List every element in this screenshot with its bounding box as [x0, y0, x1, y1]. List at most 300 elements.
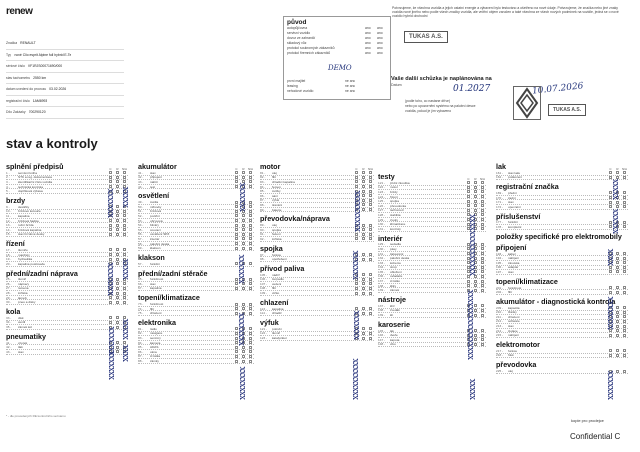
check-cell[interactable]	[465, 186, 472, 189]
checkbox[interactable]	[481, 243, 484, 246]
checkbox[interactable]	[369, 233, 372, 236]
check-cell[interactable]	[367, 282, 374, 285]
check-cell[interactable]	[121, 282, 128, 285]
checkbox[interactable]	[623, 349, 626, 352]
check-cell[interactable]	[367, 258, 374, 261]
checkbox[interactable]	[242, 219, 245, 222]
checkbox[interactable]	[235, 176, 238, 179]
checkbox[interactable]	[116, 282, 119, 285]
check-cell[interactable]	[240, 355, 247, 358]
check-cell[interactable]	[367, 208, 374, 211]
check-cell[interactable]	[107, 301, 114, 304]
check-cell[interactable]	[621, 221, 628, 224]
checkbox[interactable]	[355, 237, 358, 240]
checkbox[interactable]	[362, 327, 365, 330]
check-cell[interactable]	[353, 282, 360, 285]
checkbox[interactable]	[623, 370, 626, 373]
checkbox[interactable]	[369, 176, 372, 179]
checkbox[interactable]	[481, 186, 484, 189]
check-cell[interactable]	[479, 218, 486, 221]
check-cell[interactable]	[607, 266, 614, 269]
checkbox[interactable]	[481, 266, 484, 269]
check-cell[interactable]	[240, 242, 247, 245]
checkbox[interactable]	[623, 201, 626, 204]
check-cell[interactable]	[121, 248, 128, 251]
checkbox[interactable]	[362, 171, 365, 174]
checkbox[interactable]	[474, 181, 477, 184]
checkbox[interactable]	[369, 208, 372, 211]
check-cell[interactable]	[233, 346, 240, 349]
check-cell[interactable]	[367, 278, 374, 281]
checkbox[interactable]	[249, 360, 252, 363]
check-cell[interactable]	[479, 190, 486, 193]
checkbox[interactable]	[623, 257, 626, 260]
checkbox[interactable]	[116, 248, 119, 251]
checkbox[interactable]	[123, 248, 126, 251]
check-cell[interactable]	[247, 360, 254, 363]
check-cell[interactable]	[465, 284, 472, 287]
check-cell[interactable]	[247, 262, 254, 265]
check-cell[interactable]	[360, 282, 367, 285]
checkbox[interactable]	[467, 186, 470, 189]
check-cell[interactable]	[367, 203, 374, 206]
check-cell[interactable]	[607, 205, 614, 208]
check-cell[interactable]	[479, 181, 486, 184]
check-cell[interactable]	[479, 280, 486, 283]
checkbox[interactable]	[369, 180, 372, 183]
check-cell[interactable]	[114, 228, 121, 231]
check-cell[interactable]	[121, 210, 128, 213]
check-cell[interactable]	[472, 280, 479, 283]
checkbox[interactable]	[116, 214, 119, 217]
checkbox[interactable]	[109, 180, 112, 183]
checkbox[interactable]	[249, 307, 252, 310]
check-cell[interactable]	[621, 306, 628, 309]
checkbox[interactable]	[242, 360, 245, 363]
checkbox[interactable]	[369, 237, 372, 240]
checkbox[interactable]	[235, 219, 238, 222]
checkbox[interactable]	[123, 253, 126, 256]
check-cell[interactable]	[247, 287, 254, 290]
checkbox[interactable]	[249, 341, 252, 344]
check-cell[interactable]	[367, 185, 374, 188]
check-cell[interactable]	[367, 171, 374, 174]
checkbox[interactable]	[235, 237, 238, 240]
check-cell[interactable]	[240, 247, 247, 250]
check-cell[interactable]	[472, 181, 479, 184]
check-cell[interactable]	[121, 296, 128, 299]
check-cell[interactable]	[240, 237, 247, 240]
check-cell[interactable]	[107, 233, 114, 236]
checkbox[interactable]	[362, 337, 365, 340]
check-cell[interactable]	[360, 171, 367, 174]
checkbox[interactable]	[609, 176, 612, 179]
check-cell[interactable]	[247, 307, 254, 310]
checkbox[interactable]	[249, 180, 252, 183]
checkbox[interactable]	[481, 257, 484, 260]
checkbox[interactable]	[249, 312, 252, 315]
checkbox[interactable]	[355, 180, 358, 183]
check-cell[interactable]	[353, 176, 360, 179]
checkbox[interactable]	[249, 262, 252, 265]
checkbox[interactable]	[481, 329, 484, 332]
check-cell[interactable]	[607, 171, 614, 174]
checkbox[interactable]	[616, 201, 619, 204]
check-cell[interactable]	[107, 228, 114, 231]
check-cell[interactable]	[360, 273, 367, 276]
checkbox[interactable]	[249, 350, 252, 353]
checkbox[interactable]	[249, 327, 252, 330]
check-cell[interactable]	[367, 237, 374, 240]
check-cell[interactable]	[367, 327, 374, 330]
check-cell[interactable]	[479, 266, 486, 269]
check-cell[interactable]	[233, 224, 240, 227]
checkbox[interactable]	[123, 180, 126, 183]
checkbox[interactable]	[355, 171, 358, 174]
checkbox[interactable]	[109, 185, 112, 188]
checkbox[interactable]	[369, 292, 372, 295]
check-cell[interactable]	[240, 233, 247, 236]
checkbox[interactable]	[481, 284, 484, 287]
check-cell[interactable]	[114, 171, 121, 174]
checkbox[interactable]	[616, 176, 619, 179]
check-cell[interactable]	[233, 360, 240, 363]
checkbox[interactable]	[116, 224, 119, 227]
check-cell[interactable]	[479, 209, 486, 212]
check-cell[interactable]	[114, 316, 121, 319]
checkbox[interactable]	[116, 262, 119, 265]
checkbox[interactable]	[623, 221, 626, 224]
checkbox[interactable]	[481, 227, 484, 230]
checkbox[interactable]	[242, 350, 245, 353]
check-cell[interactable]	[472, 209, 479, 212]
checkbox[interactable]	[474, 195, 477, 198]
check-cell[interactable]	[353, 171, 360, 174]
checkbox[interactable]	[362, 176, 365, 179]
checkbox[interactable]	[467, 195, 470, 198]
checkbox[interactable]	[249, 214, 252, 217]
check-cell[interactable]	[233, 355, 240, 358]
checkbox[interactable]	[242, 228, 245, 231]
check-cell[interactable]	[240, 219, 247, 222]
check-cell[interactable]	[233, 219, 240, 222]
checkbox[interactable]	[123, 233, 126, 236]
checkbox[interactable]	[116, 219, 119, 222]
check-cell[interactable]	[479, 304, 486, 307]
check-cell[interactable]	[240, 307, 247, 310]
checkbox[interactable]	[235, 355, 238, 358]
check-cell[interactable]	[240, 171, 247, 174]
check-cell[interactable]	[367, 176, 374, 179]
check-cell[interactable]	[465, 280, 472, 283]
checkbox[interactable]	[623, 354, 626, 357]
check-cell[interactable]	[621, 171, 628, 174]
check-cell[interactable]	[247, 214, 254, 217]
check-cell[interactable]	[247, 332, 254, 335]
checkbox[interactable]	[123, 171, 126, 174]
check-cell[interactable]	[479, 223, 486, 226]
checkbox[interactable]	[235, 247, 238, 250]
check-cell[interactable]	[114, 296, 121, 299]
checkbox[interactable]	[616, 257, 619, 260]
checkbox[interactable]	[109, 253, 112, 256]
checkbox[interactable]	[369, 327, 372, 330]
check-cell[interactable]	[247, 327, 254, 330]
checkbox[interactable]	[235, 350, 238, 353]
checkbox[interactable]	[623, 196, 626, 199]
checkbox[interactable]	[235, 171, 238, 174]
checkbox[interactable]	[235, 233, 238, 236]
checkbox[interactable]	[109, 296, 112, 299]
check-cell[interactable]	[121, 292, 128, 295]
check-cell[interactable]	[121, 287, 128, 290]
check-cell[interactable]	[247, 247, 254, 250]
check-cell[interactable]	[107, 219, 114, 222]
checkbox[interactable]	[249, 233, 252, 236]
checkbox[interactable]	[623, 266, 626, 269]
checkbox[interactable]	[123, 228, 126, 231]
checkbox[interactable]	[235, 224, 238, 227]
check-cell[interactable]	[240, 360, 247, 363]
checkbox[interactable]	[362, 258, 365, 261]
check-cell[interactable]	[367, 233, 374, 236]
checkbox[interactable]	[369, 287, 372, 290]
checkbox[interactable]	[235, 242, 238, 245]
check-cell[interactable]	[367, 292, 374, 295]
checkbox[interactable]	[623, 286, 626, 289]
check-cell[interactable]	[247, 278, 254, 281]
checkbox[interactable]	[481, 261, 484, 264]
checkbox[interactable]	[116, 287, 119, 290]
checkbox[interactable]	[616, 354, 619, 357]
check-cell[interactable]	[121, 219, 128, 222]
checkbox[interactable]	[362, 287, 365, 290]
checkbox[interactable]	[467, 190, 470, 193]
checkbox[interactable]	[474, 190, 477, 193]
checkbox[interactable]	[623, 252, 626, 255]
checkbox[interactable]	[362, 273, 365, 276]
checkbox[interactable]	[116, 185, 119, 188]
check-cell[interactable]	[607, 176, 614, 179]
checkbox[interactable]	[116, 210, 119, 213]
checkbox[interactable]	[116, 253, 119, 256]
check-cell[interactable]	[479, 334, 486, 337]
checkbox[interactable]	[609, 266, 612, 269]
check-cell[interactable]	[367, 194, 374, 197]
check-cell[interactable]	[360, 307, 367, 310]
check-cell[interactable]	[247, 233, 254, 236]
check-cell[interactable]	[472, 200, 479, 203]
check-cell[interactable]	[353, 307, 360, 310]
check-cell[interactable]	[247, 219, 254, 222]
check-cell[interactable]	[621, 252, 628, 255]
check-cell[interactable]	[247, 282, 254, 285]
check-cell[interactable]	[114, 258, 121, 261]
check-cell[interactable]	[479, 252, 486, 255]
check-cell[interactable]	[621, 354, 628, 357]
check-cell[interactable]	[479, 329, 486, 332]
checkbox[interactable]	[123, 296, 126, 299]
checkbox[interactable]	[109, 248, 112, 251]
checkbox[interactable]	[369, 273, 372, 276]
checkbox[interactable]	[474, 186, 477, 189]
checkbox[interactable]	[481, 223, 484, 226]
check-cell[interactable]	[621, 325, 628, 328]
check-cell[interactable]	[472, 195, 479, 198]
checkbox[interactable]	[623, 171, 626, 174]
check-cell[interactable]	[621, 334, 628, 337]
check-cell[interactable]	[247, 201, 254, 204]
check-cell[interactable]	[114, 253, 121, 256]
checkbox[interactable]	[369, 199, 372, 202]
check-cell[interactable]	[479, 204, 486, 207]
checkbox[interactable]	[616, 261, 619, 264]
check-cell[interactable]	[247, 205, 254, 208]
checkbox[interactable]	[249, 337, 252, 340]
checkbox[interactable]	[467, 200, 470, 203]
checkbox[interactable]	[123, 301, 126, 304]
check-cell[interactable]	[107, 258, 114, 261]
checkbox[interactable]	[623, 320, 626, 323]
check-cell[interactable]	[607, 334, 614, 337]
checkbox[interactable]	[123, 219, 126, 222]
checkbox[interactable]	[609, 291, 612, 294]
checkbox[interactable]	[609, 354, 612, 357]
checkbox[interactable]	[123, 292, 126, 295]
checkbox[interactable]	[235, 287, 238, 290]
check-cell[interactable]	[465, 204, 472, 207]
checkbox[interactable]	[481, 343, 484, 346]
checkbox[interactable]	[362, 237, 365, 240]
checkbox[interactable]	[235, 360, 238, 363]
checkbox[interactable]	[609, 171, 612, 174]
checkbox[interactable]	[362, 282, 365, 285]
check-cell[interactable]	[233, 233, 240, 236]
checkbox[interactable]	[109, 224, 112, 227]
checkbox[interactable]	[609, 334, 612, 337]
checkbox[interactable]	[481, 270, 484, 273]
checkbox[interactable]	[369, 337, 372, 340]
checkbox[interactable]	[242, 355, 245, 358]
check-cell[interactable]	[247, 312, 254, 315]
check-cell[interactable]	[107, 224, 114, 227]
check-cell[interactable]	[240, 346, 247, 349]
check-cell[interactable]	[479, 261, 486, 264]
check-cell[interactable]	[621, 205, 628, 208]
checkbox[interactable]	[481, 181, 484, 184]
checkbox[interactable]	[362, 233, 365, 236]
check-cell[interactable]	[479, 275, 486, 278]
check-cell[interactable]	[121, 233, 128, 236]
check-cell[interactable]	[240, 176, 247, 179]
checkbox[interactable]	[116, 205, 119, 208]
checkbox[interactable]	[249, 210, 252, 213]
checkbox[interactable]	[369, 185, 372, 188]
check-cell[interactable]	[479, 200, 486, 203]
check-cell[interactable]	[607, 349, 614, 352]
checkbox[interactable]	[123, 287, 126, 290]
checkbox[interactable]	[623, 306, 626, 309]
checkbox[interactable]	[467, 204, 470, 207]
checkbox[interactable]	[616, 325, 619, 328]
checkbox[interactable]	[116, 233, 119, 236]
check-cell[interactable]	[621, 349, 628, 352]
checkbox[interactable]	[123, 176, 126, 179]
checkbox[interactable]	[623, 315, 626, 318]
check-cell[interactable]	[621, 196, 628, 199]
check-cell[interactable]	[233, 303, 240, 306]
check-cell[interactable]	[240, 228, 247, 231]
checkbox[interactable]	[369, 194, 372, 197]
check-cell[interactable]	[479, 257, 486, 260]
checkbox[interactable]	[249, 201, 252, 204]
checkbox[interactable]	[249, 287, 252, 290]
check-cell[interactable]	[360, 233, 367, 236]
check-cell[interactable]	[353, 233, 360, 236]
check-cell[interactable]	[621, 286, 628, 289]
checkbox[interactable]	[623, 270, 626, 273]
checkbox[interactable]	[369, 258, 372, 261]
checkbox[interactable]	[242, 287, 245, 290]
check-cell[interactable]	[233, 242, 240, 245]
checkbox[interactable]	[249, 228, 252, 231]
check-cell[interactable]	[614, 334, 621, 337]
checkbox[interactable]	[116, 258, 119, 261]
checkbox[interactable]	[467, 181, 470, 184]
checkbox[interactable]	[623, 329, 626, 332]
check-cell[interactable]	[114, 185, 121, 188]
checkbox[interactable]	[623, 205, 626, 208]
checkbox[interactable]	[609, 205, 612, 208]
check-cell[interactable]	[107, 321, 114, 324]
check-cell[interactable]	[621, 257, 628, 260]
check-cell[interactable]	[360, 278, 367, 281]
check-cell[interactable]	[479, 243, 486, 246]
checkbox[interactable]	[109, 219, 112, 222]
check-cell[interactable]	[614, 291, 621, 294]
check-cell[interactable]	[607, 286, 614, 289]
check-cell[interactable]	[360, 185, 367, 188]
check-cell[interactable]	[353, 292, 360, 295]
check-cell[interactable]	[247, 176, 254, 179]
checkbox[interactable]	[467, 280, 470, 283]
checkbox[interactable]	[623, 334, 626, 337]
checkbox[interactable]	[242, 237, 245, 240]
check-cell[interactable]	[367, 190, 374, 193]
checkbox[interactable]	[355, 282, 358, 285]
check-cell[interactable]	[121, 180, 128, 183]
check-cell[interactable]	[240, 287, 247, 290]
checkbox[interactable]	[249, 355, 252, 358]
check-cell[interactable]	[614, 201, 621, 204]
checkbox[interactable]	[481, 289, 484, 292]
checkbox[interactable]	[616, 320, 619, 323]
checkbox[interactable]	[362, 307, 365, 310]
check-cell[interactable]	[367, 228, 374, 231]
checkbox[interactable]	[109, 301, 112, 304]
checkbox[interactable]	[369, 171, 372, 174]
check-cell[interactable]	[114, 219, 121, 222]
checkbox[interactable]	[616, 266, 619, 269]
checkbox[interactable]	[116, 296, 119, 299]
checkbox[interactable]	[249, 247, 252, 250]
checkbox[interactable]	[355, 233, 358, 236]
check-cell[interactable]	[353, 185, 360, 188]
checkbox[interactable]	[123, 341, 126, 344]
checkbox[interactable]	[116, 292, 119, 295]
checkbox[interactable]	[369, 307, 372, 310]
checkbox[interactable]	[116, 278, 119, 281]
